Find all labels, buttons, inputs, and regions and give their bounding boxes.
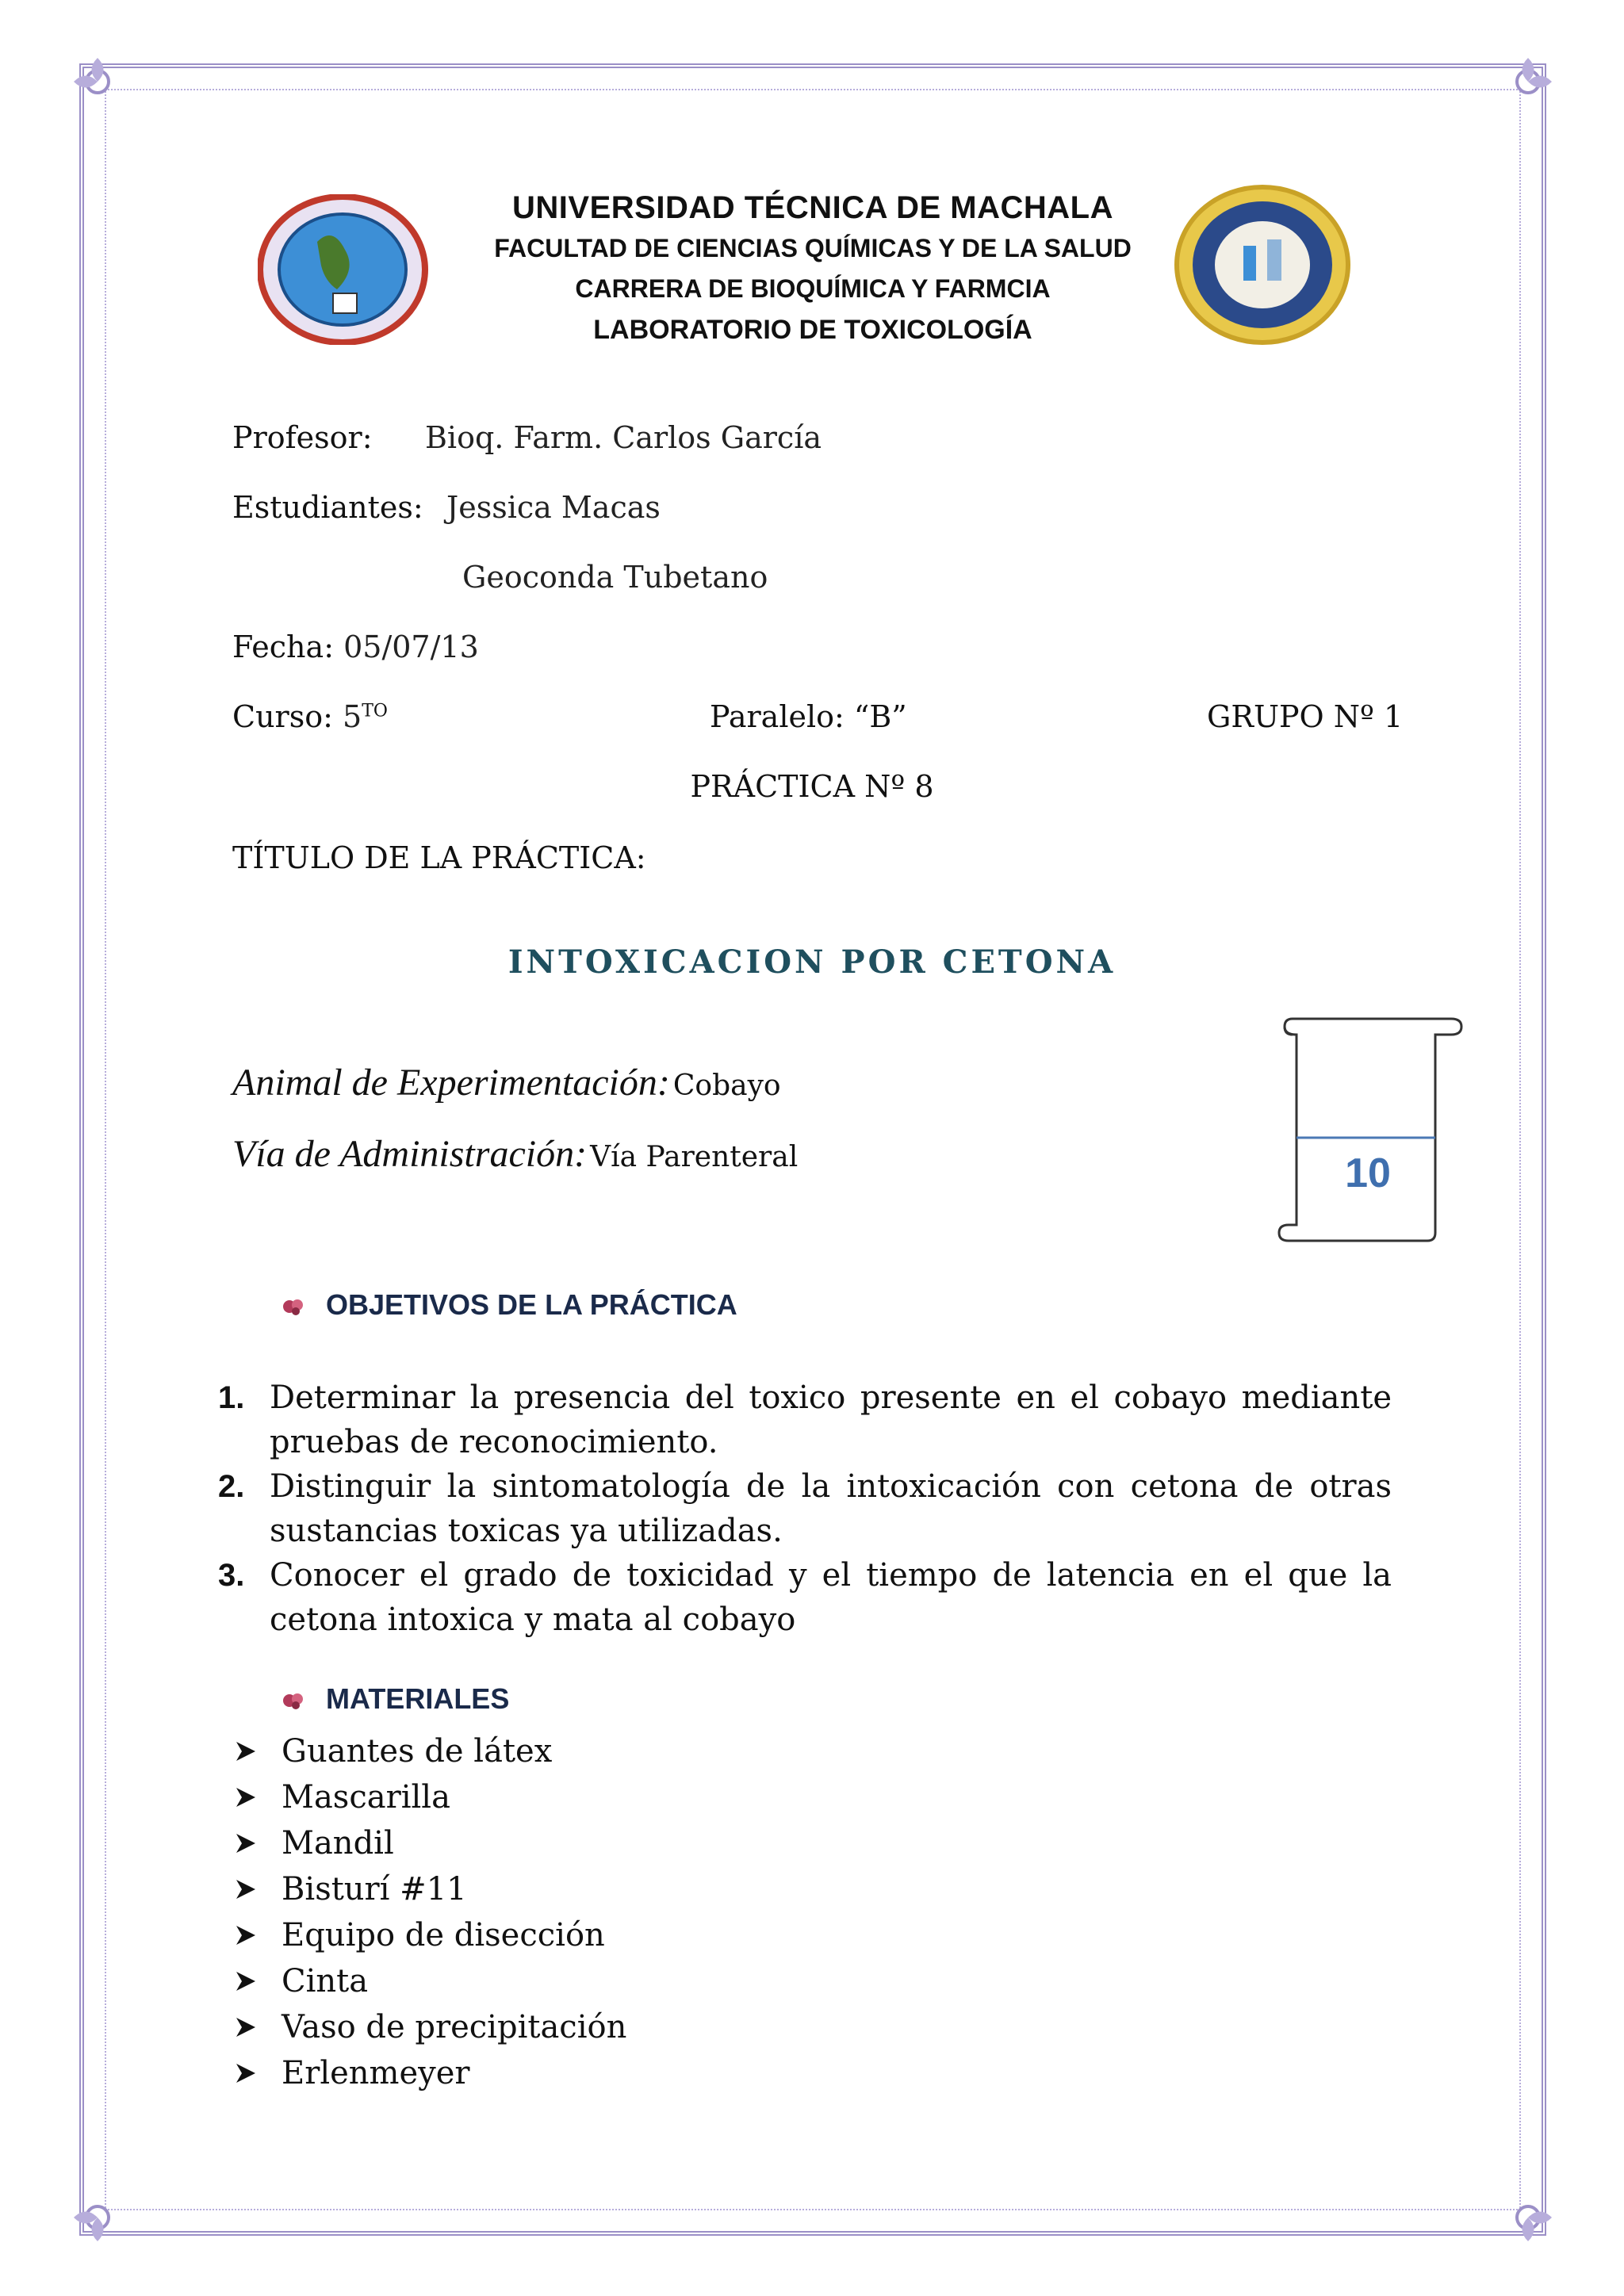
- objective-text: Conocer el grado de toxicidad y el tiempo de latencia en el que la cetona intoxica y mata al cobayo: [270, 1557, 1392, 1638]
- parallel-field: [710, 699, 907, 734]
- corner-ornament-icon: [70, 2190, 125, 2245]
- grade-scroll-icon: [1265, 1003, 1463, 1249]
- list-number: 1.: [218, 1380, 245, 1415]
- material-text: Equipo de disección: [282, 1917, 605, 1954]
- arrow-bullet-icon: [234, 1785, 258, 1809]
- corner-ornament-icon: [70, 54, 125, 109]
- list-item: [234, 1958, 626, 2004]
- list-item: [234, 1912, 626, 1958]
- professor-name: Bioq. Farm. Carlos García: [425, 420, 822, 455]
- group-number: GRUPO Nº 1: [1207, 699, 1404, 734]
- faculty-logo: [1174, 184, 1352, 346]
- objective-text: Determinar la presencia del toxico presente en el cobayo mediante pruebas de reconocimiento.: [270, 1380, 1392, 1460]
- arrow-bullet-icon: [234, 1739, 258, 1763]
- student-name: Jessica Macas: [446, 490, 661, 525]
- date-label-text: Fecha:: [232, 629, 334, 664]
- students-label: Estudiantes:: [232, 490, 423, 525]
- material-text: Guantes de látex: [282, 1733, 553, 1770]
- course-suffix: TO: [362, 701, 388, 721]
- objectives-list: [218, 1376, 1392, 1642]
- route-line: [232, 1132, 798, 1176]
- route-value: Vía Parenteral: [590, 1141, 799, 1173]
- material-text: Bisturí #11: [282, 1871, 467, 1908]
- flower-bullet-icon: [282, 1297, 305, 1316]
- date-value: 05/07/13: [343, 629, 479, 664]
- flower-bullet-icon: [282, 1691, 305, 1710]
- list-item: [234, 2004, 626, 2050]
- lab-name: LABORATORIO DE TOXICOLOGÍA: [593, 315, 1032, 345]
- parallel-value: “B”: [853, 699, 907, 734]
- material-text: Cinta: [282, 1963, 369, 1999]
- list-item: [218, 1553, 1392, 1642]
- material-text: Erlenmeyer: [282, 2055, 470, 2091]
- university-name: UNIVERSIDAD TÉCNICA DE MACHALA: [512, 190, 1113, 225]
- university-logo: [258, 194, 428, 345]
- objectives-heading: [282, 1288, 737, 1322]
- faculty-name: FACULTAD DE CIENCIAS QUÍMICAS Y DE LA SALUD: [494, 234, 1132, 262]
- route-label: Vía de Administración:: [232, 1133, 588, 1175]
- arrow-bullet-icon: [234, 1831, 258, 1855]
- animal-label: Animal de Experimentación:: [232, 1062, 670, 1104]
- animal-value: Cobayo: [672, 1070, 781, 1102]
- course-value: 5: [343, 699, 362, 734]
- grade-value: 10: [1345, 1150, 1391, 1196]
- list-item: [218, 1464, 1392, 1553]
- course-label: Curso:: [232, 699, 333, 734]
- animal-line: [232, 1061, 781, 1104]
- list-item: [234, 1820, 626, 1866]
- title-label: TÍTULO DE LA PRÁCTICA:: [232, 840, 646, 875]
- student-name: Geoconda Tubetano: [462, 560, 768, 595]
- arrow-bullet-icon: [234, 1969, 258, 1993]
- objective-text: Distinguir la sintomatología de la intoxicación con cetona de otras sustancias toxicas ya utilizadas.: [270, 1468, 1392, 1549]
- arrow-bullet-icon: [234, 2015, 258, 2039]
- material-text: Mascarilla: [282, 1779, 450, 1816]
- materials-heading: [282, 1682, 509, 1716]
- corner-ornament-icon: [1500, 54, 1556, 109]
- document-header: [444, 190, 1182, 357]
- material-text: Mandil: [282, 1825, 394, 1862]
- course-field: [232, 699, 388, 734]
- material-text: Vaso de precipitación: [282, 2009, 627, 2045]
- list-item: [234, 2050, 626, 2096]
- materials-heading-text: MATERIALES: [326, 1682, 510, 1715]
- list-item: [218, 1376, 1392, 1464]
- parallel-label: Paralelo:: [710, 699, 845, 734]
- arrow-bullet-icon: [234, 1877, 258, 1901]
- list-item: [234, 1774, 626, 1820]
- list-item: [234, 1728, 626, 1774]
- professor-label: Profesor:: [232, 420, 373, 455]
- list-number: 2.: [218, 1469, 245, 1504]
- arrow-bullet-icon: [234, 2061, 258, 2085]
- corner-ornament-icon: [1500, 2190, 1556, 2245]
- date-label: [232, 629, 479, 664]
- arrow-bullet-icon: [234, 1923, 258, 1947]
- career-name: CARRERA DE BIOQUÍMICA Y FARMCIA: [575, 274, 1051, 303]
- objectives-heading-text: OBJETIVOS DE LA PRÁCTICA: [326, 1288, 737, 1321]
- list-item: [234, 1866, 626, 1912]
- materials-list: [234, 1728, 626, 2096]
- list-number: 3.: [218, 1558, 245, 1593]
- practice-number: PRÁCTICA Nº 8: [690, 769, 934, 804]
- practice-title: INTOXICACION POR CETONA: [508, 943, 1116, 981]
